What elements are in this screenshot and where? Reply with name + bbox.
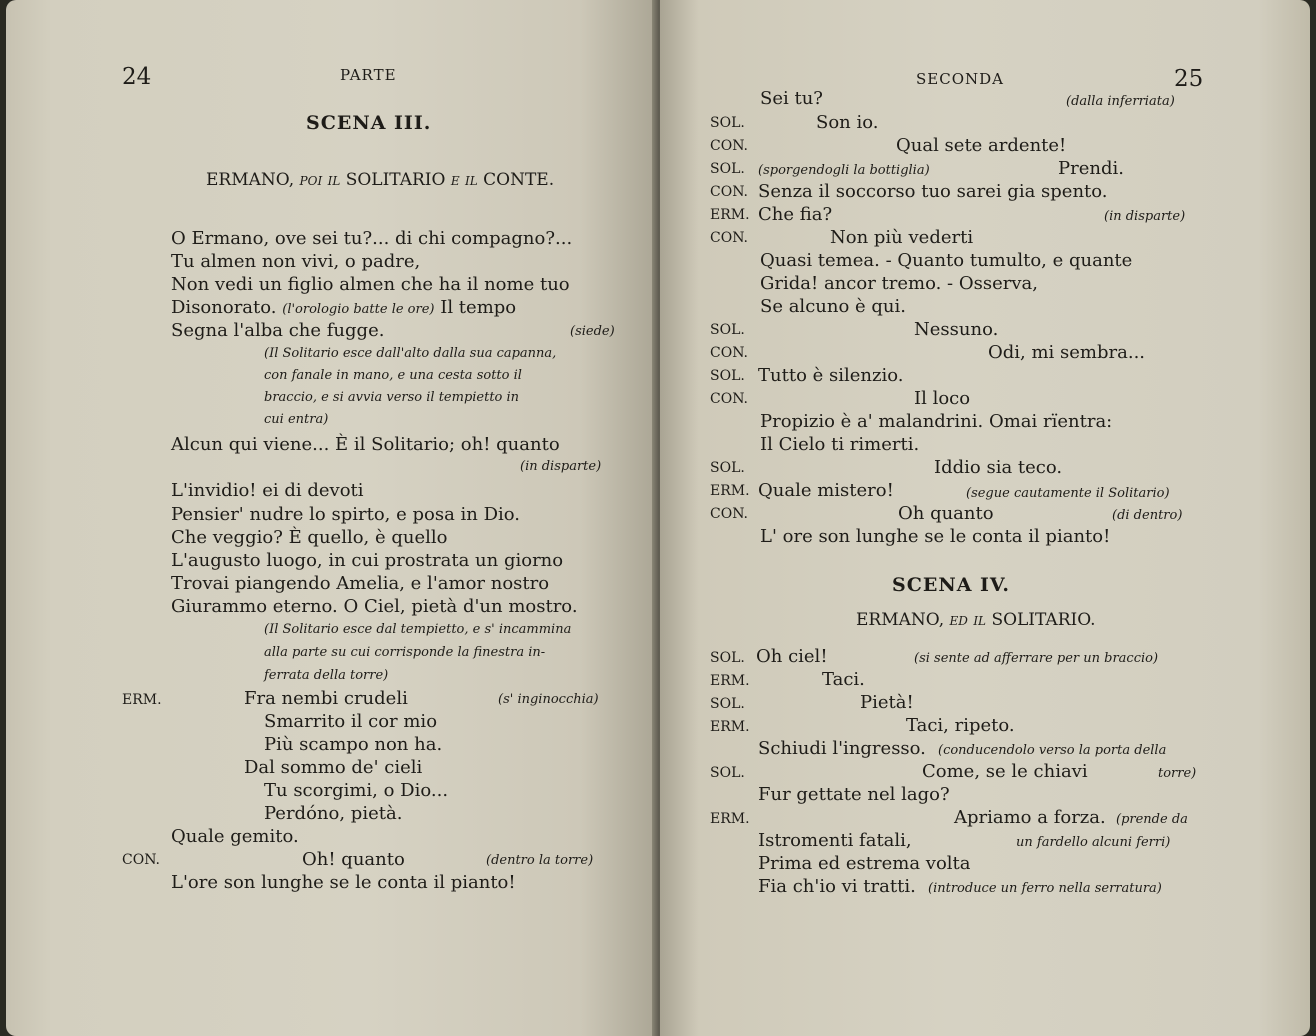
stage-direction: (in disparte) [1104, 209, 1186, 224]
stage-direction: (conducendolo verso la porta della [938, 743, 1167, 758]
running-head: PARTE [340, 66, 397, 84]
stage-direction: con fanale in mano, e una cesta sotto il [264, 368, 522, 383]
verse-line: Giurammo eterno. O Ciel, pietà d'un mostro. [171, 596, 578, 617]
scene-title: SCENA IV. [892, 574, 1010, 596]
character-list: ERMANO, ed il SOLITARIO. [856, 610, 1096, 630]
verse-line: Più scampo non ha. [264, 734, 443, 755]
verse-line: Pensier' nudre lo spirto, e posa in Dio. [171, 504, 521, 525]
speaker-label: ERM. [710, 207, 750, 223]
speaker-label: SOL. [710, 650, 745, 666]
verse-line: Qual sete ardente! [896, 135, 1067, 156]
verse-line: Prendi. [1058, 158, 1124, 179]
verse-line: Quale mistero! [758, 480, 894, 501]
stage-direction: torre) [1158, 766, 1197, 781]
verse-line: Tu scorgimi, o Dio... [264, 780, 449, 801]
verse-line: Propizio è a' malandrini. Omai rïentra: [760, 411, 1113, 432]
scene-title: SCENA III. [306, 112, 432, 134]
speaker-label: CON. [710, 138, 748, 154]
stage-direction: (si sente ad afferrare per un braccio) [914, 651, 1159, 666]
speaker-label: CON. [710, 230, 748, 246]
stage-direction: (introduce un ferro nella serratura) [928, 881, 1162, 896]
verse-line: Il Cielo ti rimerti. [760, 434, 920, 455]
page-number: 25 [1174, 66, 1204, 92]
stage-direction: ferrata della torre) [264, 668, 389, 683]
verse-line: Son io. [816, 112, 879, 133]
speaker-label: CON. [710, 184, 748, 200]
speaker-label: SOL. [710, 460, 745, 476]
verse-line: Se alcuno è qui. [760, 296, 906, 317]
verse-line: Taci, ripeto. [906, 715, 1015, 736]
verse-line: Grida! ancor tremo. - Osserva, [760, 273, 1038, 294]
verse-line: Schiudi l'ingresso. [758, 738, 926, 759]
verse-line: Oh ciel! [756, 646, 828, 667]
speaker-label: CON. [710, 345, 748, 361]
verse-line: L'ore son lunghe se le conta il pianto! [171, 872, 516, 893]
left-page [6, 0, 658, 1036]
speaker-label: CON. [710, 391, 748, 407]
verse-line: Segna l'alba che fugge. [171, 320, 385, 341]
speaker-label: ERM. [710, 483, 750, 499]
speaker-label: SOL. [710, 161, 745, 177]
verse-line: Nessuno. [914, 319, 999, 340]
stage-direction: (dentro la torre) [486, 853, 594, 868]
verse-line: Taci. [822, 669, 865, 690]
verse-line: Oh! quanto [302, 849, 405, 870]
stage-direction: braccio, e si avvia verso il tempietto in [264, 390, 520, 405]
verse-line: Pietà! [860, 692, 914, 713]
speaker-label: ERM. [710, 719, 750, 735]
stage-direction: (Il Solitario esce dal tempietto, e s' incammina [264, 622, 572, 637]
verse-line: Dal sommo de' cieli [244, 757, 423, 778]
verse-line: Fur gettate nel lago? [758, 784, 950, 805]
speaker-label: SOL. [710, 765, 745, 781]
verse-line: Che veggio? È quello, è quello [171, 527, 448, 548]
verse-line: Che fia? [758, 204, 833, 225]
verse-line: Non vedi un figlio almen che ha il nome tuo [171, 274, 570, 295]
stage-direction: cui entra) [264, 412, 329, 427]
verse-line: Perdóno, pietà. [264, 803, 403, 824]
verse-line: Senza il soccorso tuo sarei gia spento. [758, 181, 1108, 202]
verse-line: Sei tu? [760, 88, 823, 109]
stage-direction: (sporgendogli la bottiglia) [758, 163, 930, 178]
speaker-label: ERM. [710, 673, 750, 689]
verse-line: Fra nembi crudeli [244, 688, 408, 709]
verse-line: Tutto è silenzio. [758, 365, 904, 386]
stage-direction: un fardello alcuni ferri) [1016, 835, 1171, 850]
running-head: SECONDA [916, 70, 1004, 88]
verse-line: Istromenti fatali, [758, 830, 912, 851]
verse-line: Oh quanto [898, 503, 994, 524]
stage-direction: (Il Solitario esce dall'alto dalla sua capanna, [264, 346, 557, 361]
stage-direction: (prende da [1116, 812, 1188, 827]
verse-line: Iddio sia teco. [934, 457, 1063, 478]
speaker-label: SOL. [710, 696, 745, 712]
stage-direction: (segue cautamente il Solitario) [966, 486, 1170, 501]
verse-line: L' ore son lunghe se le conta il pianto! [760, 526, 1111, 547]
speaker-label: SOL. [710, 322, 745, 338]
verse-line: Apriamo a forza. [954, 807, 1106, 828]
verse-line: Quale gemito. [171, 826, 299, 847]
verse-line: Quasi temea. - Quanto tumulto, e quante [760, 250, 1133, 271]
verse-line: L'augusto luogo, in cui prostrata un giorno [171, 550, 564, 571]
verse-line: Odi, mi sembra... [988, 342, 1146, 363]
verse-line: Disonorato. (l'orologio batte le ore) Il tempo [171, 297, 517, 318]
verse-line: Non più vederti [830, 227, 974, 248]
speaker-label: SOL. [710, 368, 745, 384]
verse-line: L'invidio! ei di devoti [171, 480, 364, 501]
verse-line: Alcun qui viene... È il Solitario; oh! quanto [171, 434, 560, 455]
verse-line: Tu almen non vivi, o padre, [171, 251, 421, 272]
verse-line: O Ermano, ove sei tu?... di chi compagno?... [171, 228, 573, 249]
speaker-label: SOL. [710, 115, 745, 131]
page-number: 24 [122, 64, 152, 90]
character-list: ERMANO, poi il SOLITARIO e il CONTE. [206, 170, 555, 190]
stage-direction: (dalla inferriata) [1066, 94, 1175, 109]
stage-direction: (in disparte) [520, 459, 602, 474]
speaker-label: ERM. [122, 692, 162, 708]
verse-line: Il loco [914, 388, 971, 409]
verse-line: Prima ed estrema volta [758, 853, 971, 874]
verse-line: Fia ch'io vi tratti. [758, 876, 916, 897]
stage-direction: (siede) [570, 324, 615, 339]
stage-direction: (s' inginocchia) [498, 692, 599, 707]
speaker-label: ERM. [710, 811, 750, 827]
speaker-label: CON. [710, 506, 748, 522]
verse-line: Trovai piangendo Amelia, e l'amor nostro [171, 573, 550, 594]
speaker-label: CON. [122, 852, 160, 868]
stage-direction: (l'orologio batte le ore) [282, 302, 435, 317]
stage-direction: (di dentro) [1112, 508, 1183, 523]
verse-line: Come, se le chiavi [922, 761, 1088, 782]
stage-direction: alla parte su cui corrisponde la finestra in- [264, 645, 546, 660]
verse-line: Smarrito il cor mio [264, 711, 438, 732]
right-page [660, 0, 1310, 1036]
